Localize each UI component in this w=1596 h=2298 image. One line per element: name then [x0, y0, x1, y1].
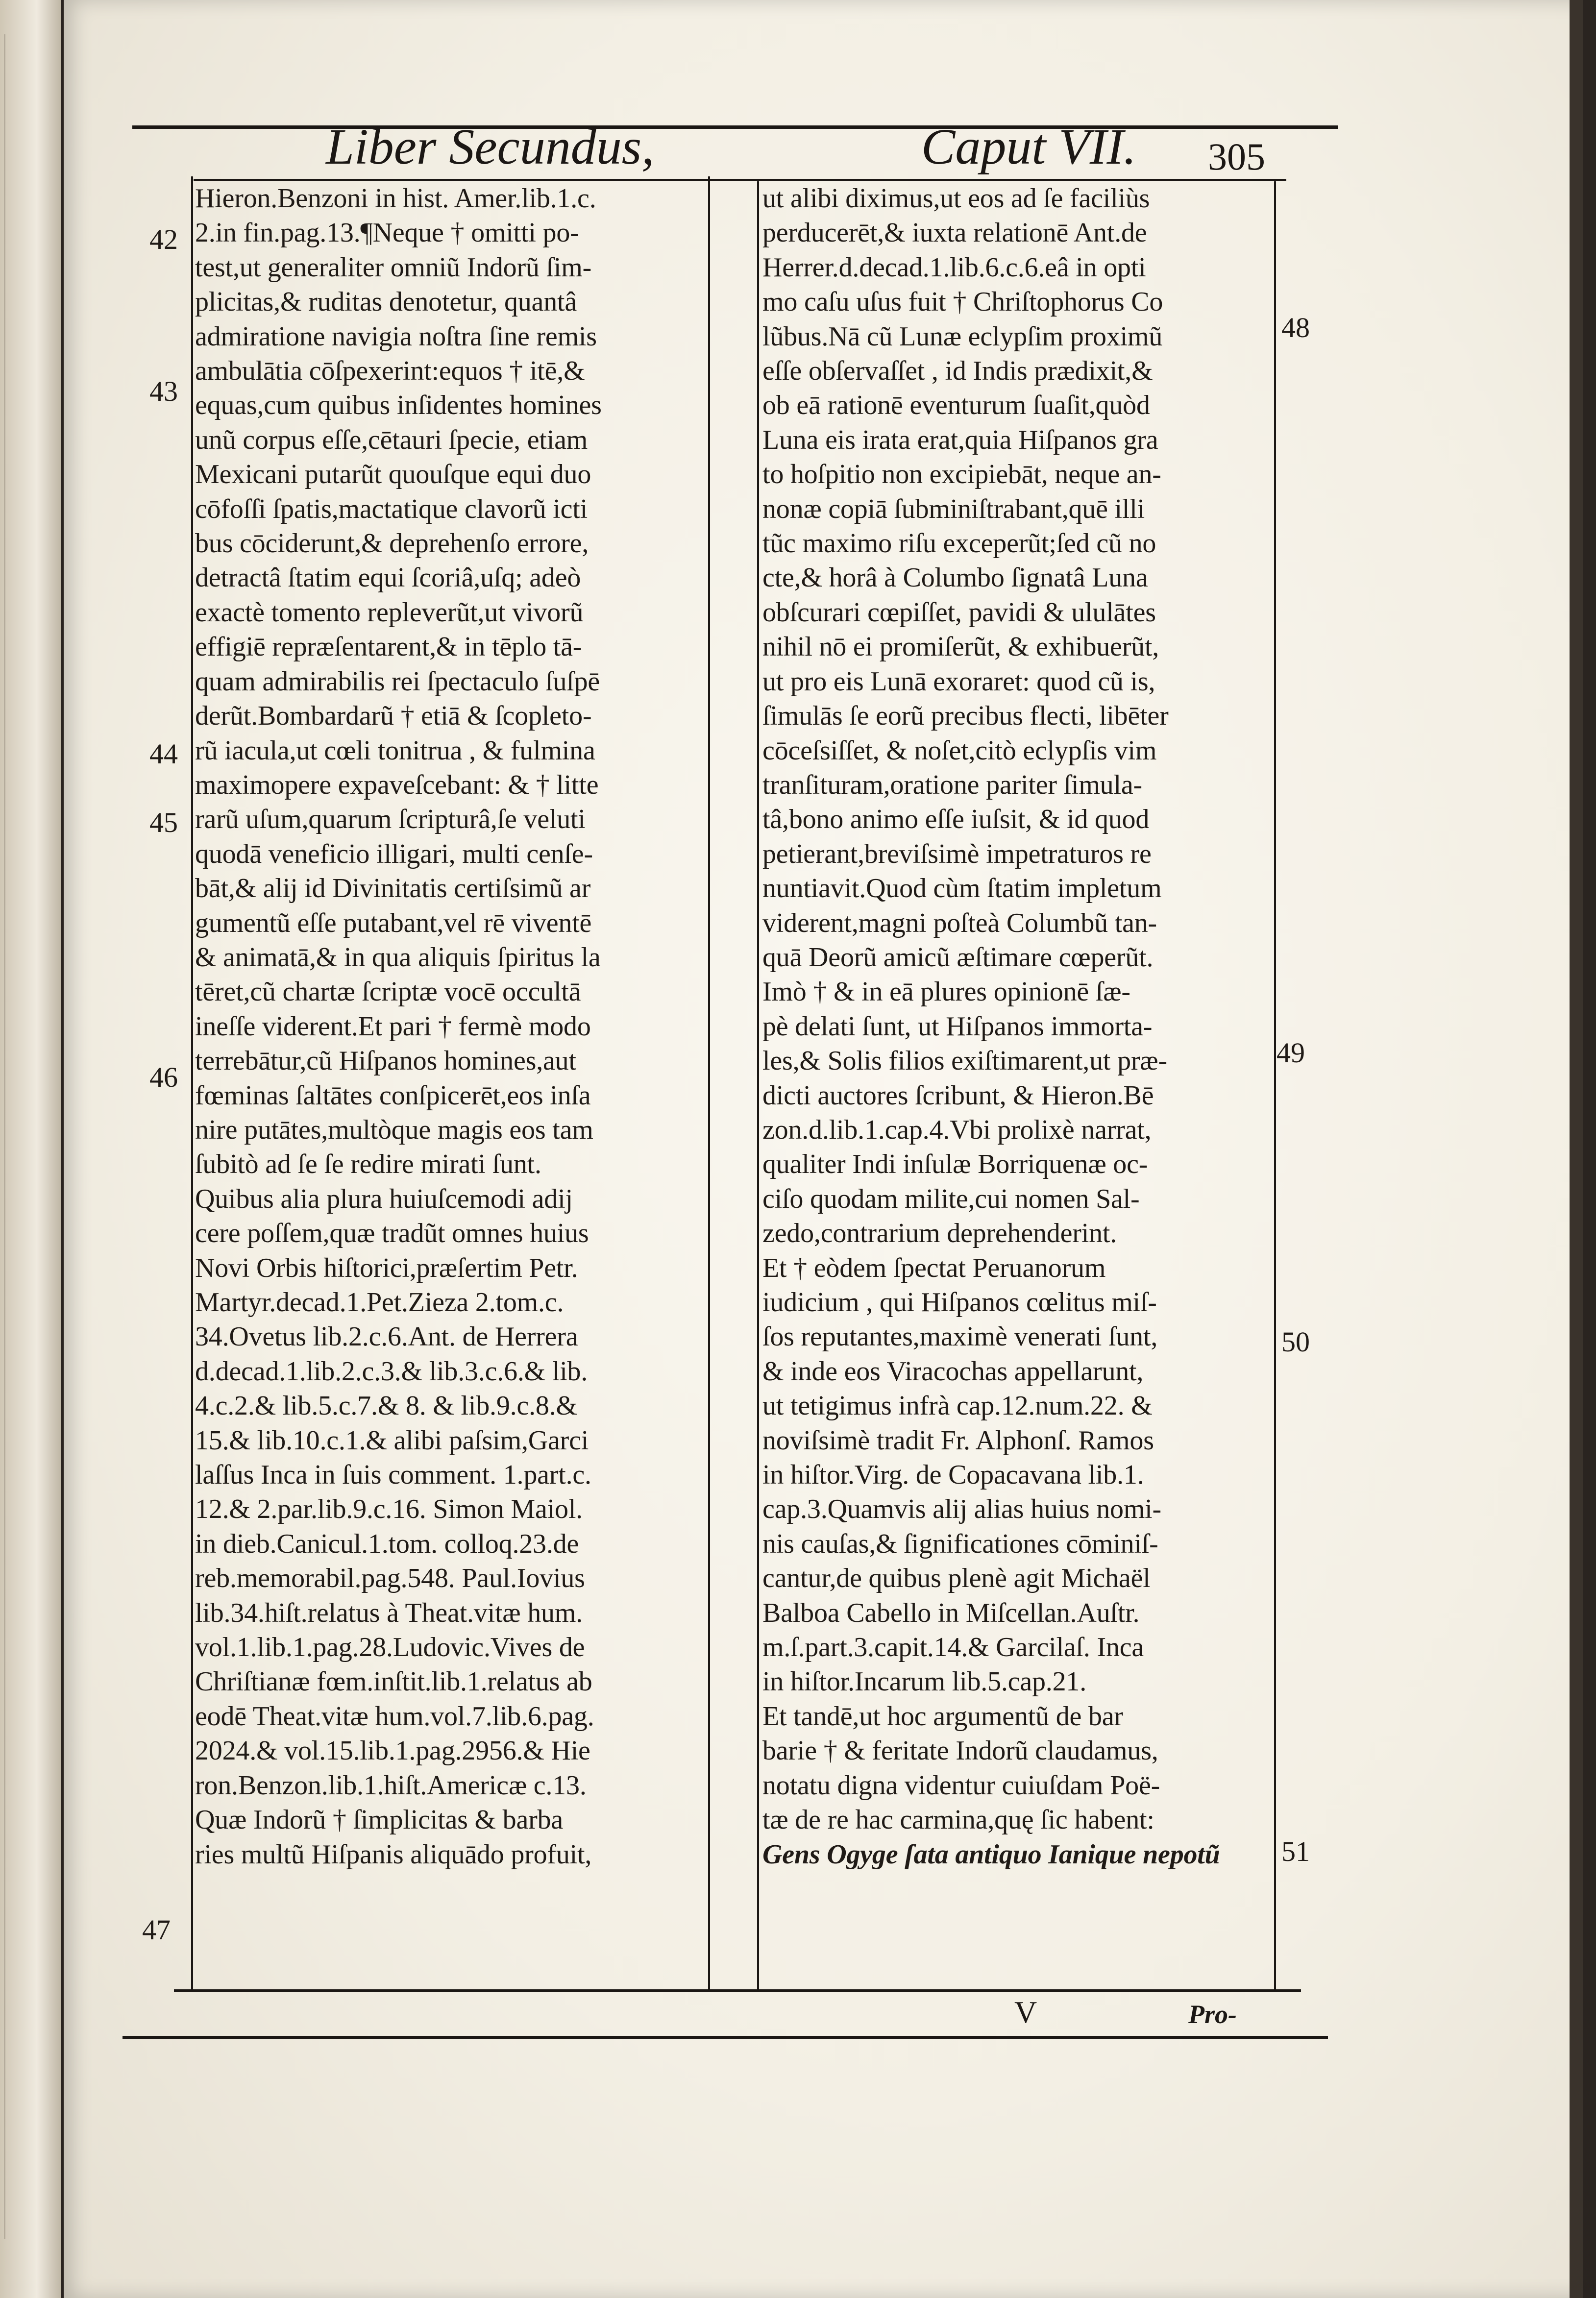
text-line: viderent,magni poſteà Columbũ tan-	[762, 907, 1157, 938]
text-line: ut pro eis Lunā exoraret: quod cũ is,	[762, 666, 1155, 697]
text-line: plicitas,& ruditas denotetur, quantâ	[195, 287, 577, 318]
text-line: ut alibi diximus,ut eos ad ſe faciliùs	[762, 183, 1150, 214]
text-line: quā Deorũ amicũ æſtimare cœperũt.	[762, 942, 1154, 973]
text-line: 2024.& vol.15.lib.1.pag.2956.& Hie	[195, 1736, 590, 1766]
text-line: zon.d.lib.1.cap.4.Vbi prolixè narrat,	[762, 1114, 1152, 1145]
text-line: ob eā rationē eventurum ſuaſit,quòd	[762, 390, 1150, 421]
text-line: lib.34.hiſt.relatus à Theat.vitæ hum.	[195, 1597, 583, 1628]
text-line: zedo,contrarium deprehenderint.	[762, 1218, 1117, 1249]
footer-rule	[123, 2036, 1328, 2039]
facing-page-text-trace	[4, 34, 35, 2239]
left-column-rule	[191, 176, 193, 1989]
text-line: Balboa Cabello in Miſcellan.Auſtr.	[762, 1597, 1140, 1628]
catchword: Pro-	[1188, 2000, 1237, 2029]
text-line: fœminas ſaltātes conſpicerēt,eos inſa	[195, 1080, 591, 1111]
text-line: maximopere expaveſcebant: & † litte	[195, 769, 599, 800]
text-line: ſubitò ad ſe ſe redire mirati ſunt.	[195, 1149, 541, 1180]
text-line: petierant,breviſsimè impetraturos re	[762, 838, 1152, 869]
text-line: Chriſtianæ fœm.inſtit.lib.1.relatus ab	[195, 1666, 592, 1697]
text-line: obſcurari cœpiſſet, pavidi & ululātes	[762, 597, 1156, 628]
bottom-rule	[174, 1989, 1301, 1992]
signature-mark: V	[1014, 1995, 1037, 2029]
margin-number: 49	[1277, 1037, 1305, 1069]
text-line: Et tandē,ut hoc argumentũ de bar	[762, 1701, 1123, 1732]
text-line: bāt,& alij id Divinitatis certiſsimũ ar	[195, 873, 591, 904]
margin-number: 45	[149, 807, 178, 838]
margin-number: 44	[149, 738, 178, 770]
text-line: perducerēt,& iuxta relationē Ant.de	[762, 218, 1147, 248]
text-line: les,& Solis filios exiſtimarent,ut præ-	[762, 1046, 1167, 1076]
text-line: Imò † & in eā plures opinionē ſæ-	[762, 977, 1130, 1007]
margin-number: 42	[149, 223, 178, 255]
text-line: effigiē repræſentarent,& in tēplo tā-	[195, 632, 582, 662]
margin-number: 47	[142, 1914, 171, 1946]
text-line: tæ de re hac carmina,quę ſic habent:	[762, 1805, 1154, 1835]
text-line: terrebātur,cũ Hiſpanos homines,aut	[195, 1046, 576, 1076]
text-line: & inde eos Viracochas appellarunt,	[762, 1356, 1144, 1387]
text-line: to hoſpitio non excipiebāt, neque an-	[762, 459, 1161, 490]
text-line: admiratione navigia noſtra ſine remis	[195, 321, 597, 352]
text-line: cōfoſſi ſpatis,mactatique clavorũ icti	[195, 493, 588, 524]
text-line: Luna eis irata erat,quia Hiſpanos gra	[762, 424, 1158, 455]
margin-number: 43	[149, 375, 178, 407]
text-line: d.decad.1.lib.2.c.3.& lib.3.c.6.& lib.	[195, 1356, 588, 1387]
text-line: Herrer.d.decad.1.lib.6.c.6.eâ in opti	[762, 252, 1146, 283]
text-line: noviſsimè tradit Fr. Alphonſ. Ramos	[762, 1425, 1154, 1456]
text-line: cantur,de quibus plenè agit Michaël	[762, 1563, 1151, 1594]
text-line: cere poſſem,quæ tradũt omnes huius	[195, 1218, 589, 1249]
text-line: ut tetigimus infrà cap.12.num.22. &	[762, 1391, 1153, 1421]
running-head-chapter: Caput VII.	[921, 119, 1137, 175]
text-line: unũ corpus eſſe,cētauri ſpecie, etiam	[195, 424, 588, 455]
text-line: eodē Theat.vitæ hum.vol.7.lib.6.pag.	[195, 1701, 594, 1732]
text-line: eſſe obſervaſſet , id Indis prædixit,&	[762, 356, 1153, 387]
text-line: quam admirabilis rei ſpectaculo ſuſpē	[195, 666, 600, 697]
text-line: ciſo quodam milite,cui nomen Sal-	[762, 1183, 1140, 1214]
text-line: dicti auctores ſcribunt, & Hieron.Bē	[762, 1080, 1154, 1111]
text-line: nihil nō ei promiſerũt, & exhibuerũt,	[762, 632, 1159, 662]
text-line: ſos reputantes,maximè venerati ſunt,	[762, 1321, 1158, 1352]
text-line: Mexicani putarũt quouſque equi duo	[195, 459, 591, 490]
text-line: 12.& 2.par.lib.9.c.16. Simon Maiol.	[195, 1494, 583, 1525]
text-line: tâ,bono animo eſſe iuſsit, & id quod	[762, 804, 1150, 835]
text-line: cōceſsiſſet, & noſet,citò eclypſis vim	[762, 735, 1157, 766]
text-line: reb.memorabil.pag.548. Paul.Iovius	[195, 1563, 585, 1594]
text-line: exactè tomento repleverũt,ut vivorũ	[195, 597, 584, 628]
header-rule	[194, 179, 1286, 181]
left-text-column	[195, 181, 710, 1989]
text-line: iudicium , qui Hiſpanos cœlitus miſ-	[762, 1287, 1157, 1318]
text-line: in hiſtor.Virg. de Copacavana lib.1.	[762, 1460, 1144, 1491]
text-line: gumentũ eſſe putabant,vel rē viventē	[195, 907, 592, 938]
text-line: Gens Ogyge ſata antiquo Ianique nepotũ	[762, 1839, 1220, 1870]
text-line: ineſſe viderent.Et pari † fermè modo	[195, 1011, 591, 1042]
text-line: 15.& lib.10.c.1.& alibi paſsim,Garci	[195, 1425, 589, 1456]
text-line: mo caſu uſus fuit † Chriſtophorus Co	[762, 287, 1163, 318]
text-line: 34.Ovetus lib.2.c.6.Ant. de Herrera	[195, 1321, 578, 1352]
text-line: vol.1.lib.1.pag.28.Ludovic.Vives de	[195, 1632, 585, 1663]
text-line: rũ iacula,ut cœli tonitrua , & fulmina	[195, 735, 595, 766]
text-line: cap.3.Quamvis alij alias huius nomi-	[762, 1494, 1161, 1525]
right-text-column	[762, 181, 1277, 1989]
margin-number: 48	[1281, 312, 1310, 343]
text-line: tranſituram,oratione pariter ſimula-	[762, 769, 1142, 800]
text-line: nire putātes,multòque magis eos tam	[195, 1114, 593, 1145]
margin-number: 50	[1281, 1326, 1310, 1358]
text-line: Et † eòdem ſpectat Peruanorum	[762, 1252, 1106, 1283]
text-line: cte,& horâ à Columbo ſignatâ Luna	[762, 562, 1148, 593]
text-line: Quæ Indorũ † ſimplicitas & barba	[195, 1805, 564, 1835]
top-rule	[132, 125, 1338, 129]
facing-page-edge	[0, 0, 61, 2298]
text-line: detractâ ſtatim equi ſcoriâ,uſq; adeò	[195, 562, 581, 593]
running-head-book: Liber Secundus,	[326, 119, 655, 175]
margin-number: 51	[1281, 1835, 1310, 1867]
text-line: notatu digna videntur cuiuſdam Poë-	[762, 1770, 1160, 1801]
text-line: test,ut generaliter omniũ Indorũ ſim-	[195, 252, 592, 283]
column-divider-right	[757, 181, 759, 1989]
text-line: ron.Benzon.lib.1.hiſt.Americæ c.13.	[195, 1770, 587, 1801]
page-edge-shadow	[1570, 0, 1583, 2298]
text-line: ries multũ Hiſpanis aliquādo profuit,	[195, 1839, 592, 1870]
text-line: pè delati ſunt, ut Hiſpanos immorta-	[762, 1011, 1153, 1042]
text-line: tēret,cũ chartæ ſcriptæ vocē occultā	[195, 977, 581, 1007]
text-line: 4.c.2.& lib.5.c.7.& 8. & lib.9.c.8.&	[195, 1391, 577, 1421]
text-line: m.ſ.part.3.capit.14.& Garcilaſ. Inca	[762, 1632, 1144, 1663]
text-line: 2.in fin.pag.13.¶Neque † omitti po-	[195, 218, 579, 248]
text-line: Martyr.decad.1.Pet.Zieza 2.tom.c.	[195, 1287, 564, 1318]
text-line: ſimulās ſe eorũ precibus flecti, libēter	[762, 701, 1169, 732]
text-line: nis cauſas,& ſignificationes cōminiſ-	[762, 1528, 1158, 1559]
text-line: Quibus alia plura huiuſcemodi adij	[195, 1183, 573, 1214]
text-line: quodā veneficio illigari, multi cenſe-	[195, 838, 593, 869]
text-line: derũt.Bombardarũ † etiā & ſcopleto-	[195, 701, 592, 732]
text-line: nonæ copiā ſubminiſtrabant,quē illi	[762, 493, 1145, 524]
text-line: bus cōciderunt,& deprehenſo errore,	[195, 528, 589, 559]
text-line: equas,cum quibus inſidentes homines	[195, 390, 602, 421]
text-line: barie † & feritate Indorũ claudamus,	[762, 1736, 1158, 1766]
text-line: in hiſtor.Incarum lib.5.cap.21.	[762, 1666, 1086, 1697]
text-line: lũbus.Nā cũ Lunæ eclypſim proximũ	[762, 321, 1163, 352]
margin-number: 46	[149, 1061, 178, 1093]
text-line: Novi Orbis hiſtorici,præſertim Petr.	[195, 1252, 578, 1283]
text-line: rarũ uſum,quarum ſcripturâ,ſe veluti	[195, 804, 586, 835]
text-line: qualiter Indi inſulæ Borriquenæ oc-	[762, 1149, 1148, 1180]
text-line: nuntiavit.Quod cùm ſtatim impletum	[762, 873, 1162, 904]
text-line: Hieron.Benzoni in hist. Amer.lib.1.c.	[195, 183, 596, 214]
text-line: & animatā,& in qua aliquis ſpiritus la	[195, 942, 601, 973]
page-number: 305	[1208, 135, 1265, 178]
text-line: tũc maximo riſu exceperũt;ſed cũ no	[762, 528, 1156, 559]
text-line: in dieb.Canicul.1.tom. colloq.23.de	[195, 1528, 579, 1559]
text-line: ambulātia cōſpexerint:equos † itē,&	[195, 356, 585, 387]
text-line: laſſus Inca in ſuis comment. 1.part.c.	[195, 1460, 591, 1491]
